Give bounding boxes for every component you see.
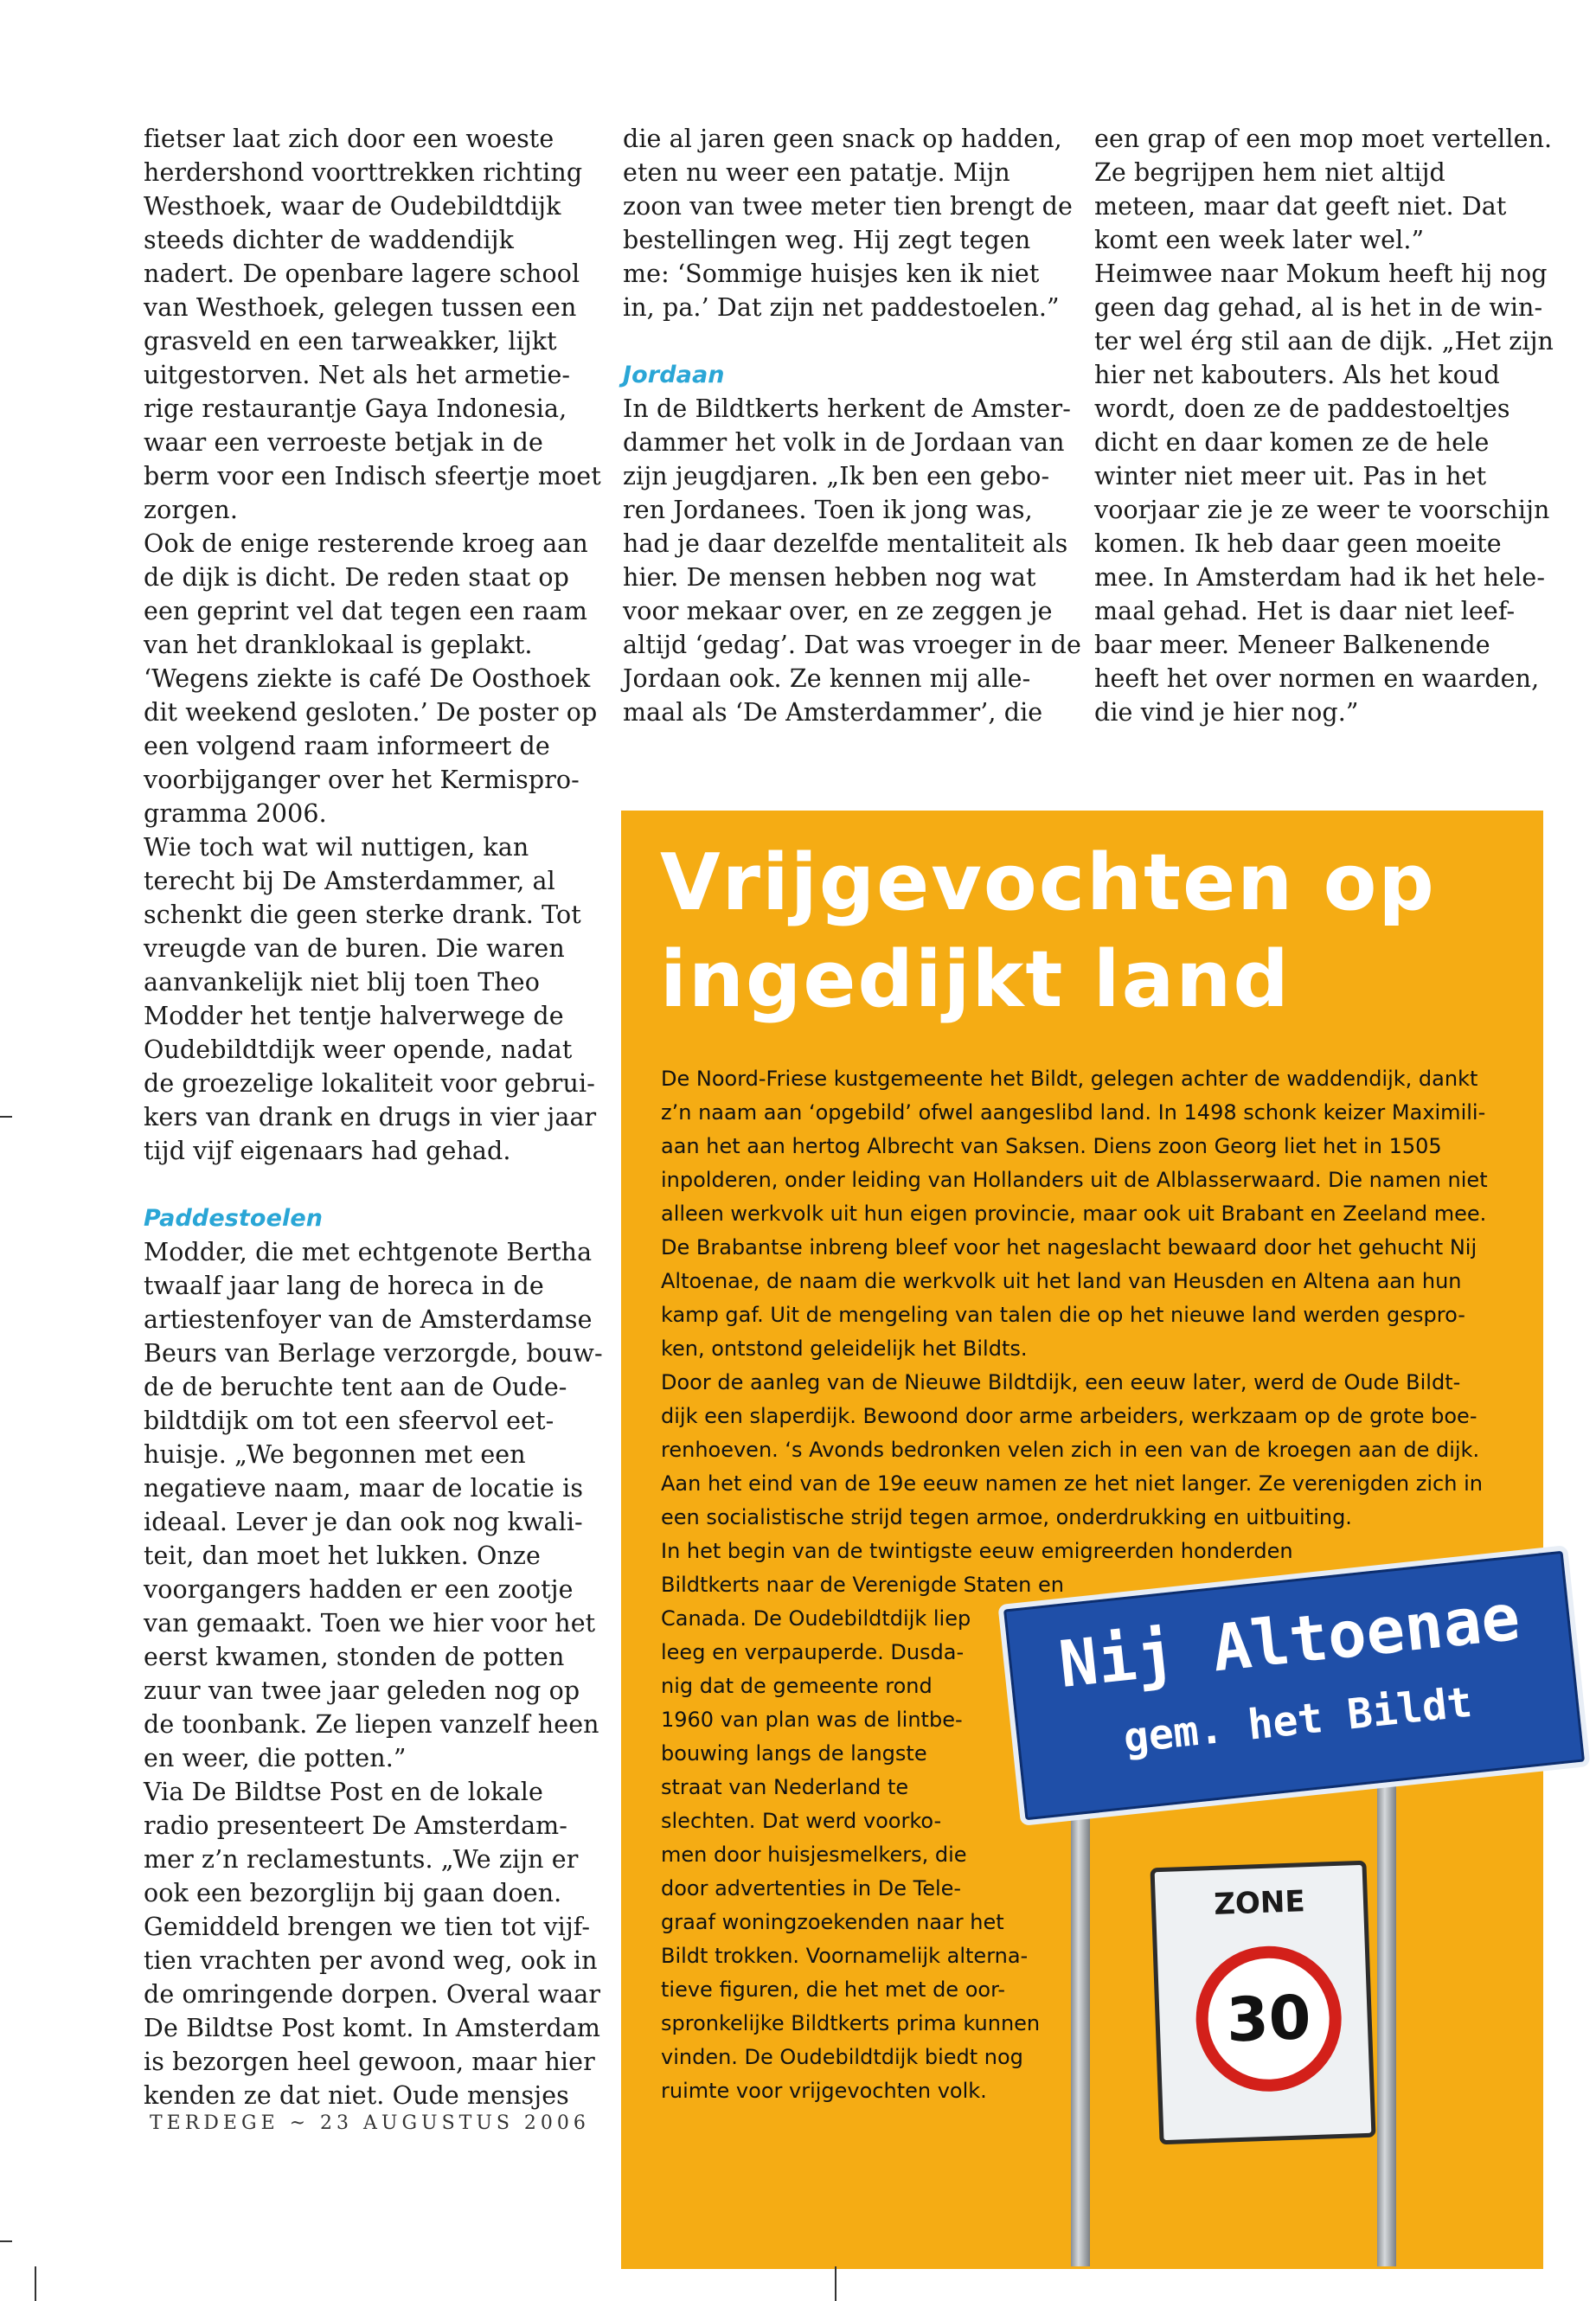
text-line: de omringende dorpen. Overal waar [144, 1980, 601, 2009]
text-line: Oudebildtdijk weer opende, nadat [144, 1035, 573, 1064]
text-line: Heimwee naar Mokum heeft hij nog [1094, 260, 1548, 288]
text-line: dicht en daar komen ze de hele [1094, 428, 1490, 457]
subheading-jordaan: Jordaan [623, 362, 725, 388]
text-line: Modder, die met echtgenote Bertha [144, 1238, 593, 1266]
paragraph-block [144, 122, 601, 1168]
text-line: de groezelige lokaliteit voor gebrui- [144, 1069, 595, 1098]
text-line: eerst kwamen, stonden de potten [144, 1643, 565, 1671]
text-line: is bezorgen heel gewoon, maar hier [144, 2048, 595, 2076]
text-line: zorgen. [144, 496, 239, 524]
text-line: Ze begrijpen hem niet altijd [1094, 158, 1445, 187]
speed-limit-circle [1194, 1944, 1344, 2094]
text-line: zuur van twee jaar geleden nog op [144, 1676, 580, 1705]
paragraph-block [623, 122, 1073, 324]
text-line: Via De Bildtse Post en de lokale [144, 1778, 543, 1806]
text-line: dit weekend gesloten.’ De poster op [144, 698, 598, 727]
text-line: wordt, doen ze de paddestoeltjes [1094, 394, 1510, 423]
text-line: alleen werkvolk uit hun eigen provincie, maar ook uit Brabant en Zeeland mee. [661, 1202, 1487, 1226]
text-line: tien vrachten per avond weg, ook in [144, 1946, 598, 1975]
text-line: geen dag gehad, al is het in de win- [1094, 293, 1543, 322]
text-line: herdershond voorttrekken richting [144, 158, 583, 187]
text-line: een grap of een mop moet vertellen. [1094, 125, 1553, 153]
text-line: een socialistische strijd tegen armoe, onderdrukking en uitbuiting. [661, 1505, 1352, 1529]
text-line: komt een week later wel.” [1094, 226, 1425, 254]
text-line: kenden ze dat niet. Oude mensjes [144, 2081, 569, 2110]
text-line: In het begin van de twintigste eeuw emigreerden honderden [661, 1539, 1293, 1563]
crop-mark [35, 2266, 36, 2301]
text-line: mer z’n reclamestunts. „We zijn er [144, 1845, 579, 1874]
text-line: twaalf jaar lang de horeca in de [144, 1272, 544, 1300]
crop-mark [0, 1116, 12, 1118]
text-line: De Bildtse Post komt. In Amsterdam [144, 2014, 601, 2042]
text-line: De Brabantse inbreng bleef voor het nageslacht bewaard door het gehucht Nij [661, 1235, 1477, 1259]
article-column-1 [144, 122, 603, 2112]
text-line: Canada. De Oudebildtdijk liep [661, 1606, 971, 1631]
text-line: ideaal. Lever je dan ook nog kwali- [144, 1508, 583, 1536]
text-line: winter niet meer uit. Pas in het [1094, 462, 1487, 490]
text-line: in, pa.’ Dat zijn net paddestoelen.” [623, 293, 1060, 322]
text-line: voorjaar zie je ze weer te voorschijn [1094, 496, 1550, 524]
article-column-2 [623, 122, 1081, 729]
sidebar-title-line: Vrijgevochten op [660, 837, 1436, 928]
text-line: bouwing langs de langste [661, 1741, 927, 1766]
sign-pole-left [1071, 1765, 1090, 2266]
text-line: heeft het over normen en waarden, [1094, 664, 1540, 693]
text-line: dijk een slaperdijk. Bewoond door arme arbeiders, werkzaam op de grote boe- [661, 1404, 1477, 1428]
text-line: een geprint vel dat tegen een raam [144, 597, 588, 625]
text-line: fietser laat zich door een woeste [144, 125, 554, 153]
text-line: 1960 van plan was de lintbe- [661, 1708, 963, 1732]
text-line: ter wel érg stil aan de dijk. „Het zijn [1094, 327, 1554, 356]
text-line: Beurs van Berlage verzorgde, bouw- [144, 1339, 603, 1368]
text-line: aan het aan hertog Albrecht van Saksen. Diens zoon Georg liet het in 1505 [661, 1134, 1442, 1158]
text-line: slechten. Dat werd voorko- [661, 1809, 942, 1833]
speed-limit-number: 30 [1225, 1982, 1312, 2056]
text-line: Aan het eind van de 19e eeuw namen ze het niet langer. Ze verenigden zich in [661, 1471, 1483, 1496]
text-line: Westhoek, waar de Oudebildtdijk [144, 192, 561, 221]
text-line: Modder het tentje halverwege de [144, 1002, 564, 1030]
text-line: tijd vijf eigenaars had gehad. [144, 1137, 511, 1165]
town-name: Nij Altoenae [1055, 1580, 1523, 1702]
text-line: nig dat de gemeente rond [661, 1674, 933, 1698]
text-line: voorbijganger over het Kermispro- [144, 766, 580, 794]
subheading-paddestoelen: Paddestoelen [144, 1205, 324, 1232]
text-line: bestellingen weg. Hij zegt tegen [623, 226, 1031, 254]
text-line: kamp gaf. Uit de mengeling van talen die op het nieuwe land werden gespro- [661, 1303, 1465, 1327]
text-line: uitgestorven. Net als het armetie- [144, 361, 571, 389]
text-line: waar een verroeste betjak in de [144, 428, 543, 457]
text-line: ‘Wegens ziekte is café De Oosthoek [144, 664, 591, 693]
text-line: bildtdijk om tot een sfeervol eet- [144, 1407, 554, 1435]
text-line: Ook de enige resterende kroeg aan [144, 529, 588, 558]
text-line: een volgend raam informeert de [144, 732, 550, 760]
text-line: tieve figuren, die het met de oor- [661, 1977, 1006, 2002]
text-line: van Westhoek, gelegen tussen een [144, 293, 577, 322]
text-line: altijd ‘gedag’. Dat was vroeger in de [623, 631, 1081, 659]
text-line: ren Jordanees. Toen ik jong was, [623, 496, 1033, 524]
page-footer: TERDEGE ~ 23 AUGUSTUS 2006 [150, 2112, 590, 2134]
text-line: Door de aanleg van de Nieuwe Bildtdijk, een eeuw later, werd de Oude Bildt- [661, 1370, 1461, 1394]
text-line: Bildtkerts naar de Verenigde Staten en [661, 1573, 1064, 1597]
text-line: ruimte voor vrijgevochten volk. [661, 2079, 987, 2103]
municipality-name: gem. het Bildt [1121, 1677, 1475, 1763]
text-line: aanvankelijk niet blij toen Theo [144, 968, 541, 997]
text-line: die al jaren geen snack op hadden, [623, 125, 1062, 153]
text-line: de de beruchte tent aan de Oude- [144, 1373, 567, 1401]
text-line: berm voor een Indisch sfeertje moet [144, 462, 601, 490]
text-line: zoon van twee meter tien brengt de [623, 192, 1073, 221]
text-line: gramma 2006. [144, 799, 327, 828]
text-line: meteen, maar dat geeft niet. Dat [1094, 192, 1507, 221]
paragraph-block [1094, 122, 1554, 729]
text-line: de toonbank. Ze liepen vanzelf heen [144, 1710, 599, 1739]
text-line: voor mekaar over, en ze zeggen je [623, 597, 1053, 625]
text-line: Jordaan ook. Ze kennen mij alle- [623, 664, 1031, 693]
text-line: graaf woningzoekenden naar het [661, 1910, 1004, 1934]
text-line: maal als ‘De Amsterdammer’, die [623, 698, 1043, 727]
text-line: Gemiddeld brengen we tien tot vijf- [144, 1913, 591, 1941]
zone-label: ZONE [1213, 1884, 1306, 1922]
text-line: ook een bezorglijn bij gaan doen. [144, 1879, 562, 1907]
crop-mark [835, 2266, 836, 2301]
text-line: grasveld en een tarweakker, lijkt [144, 327, 557, 356]
text-line: huisje. „We begonnen met een [144, 1440, 526, 1469]
text-line: die vind je hier nog.” [1094, 698, 1359, 727]
text-line: artiestenfoyer van de Amsterdamse [144, 1305, 593, 1334]
text-line: dammer het volk in de Jordaan van [623, 428, 1065, 457]
text-line: De Noord-Friese kustgemeente het Bildt, gelegen achter de waddendijk, dankt [661, 1067, 1478, 1091]
text-line: komen. Ik heb daar geen moeite [1094, 529, 1502, 558]
text-line: In de Bildtkerts herkent de Amster- [623, 394, 1071, 423]
text-line: nadert. De openbare lagere school [144, 260, 580, 288]
text-line: terecht bij De Amsterdammer, al [144, 867, 555, 895]
text-line: hier. De mensen hebben nog wat [623, 563, 1036, 592]
text-line: ken, ontstond geleidelijk het Bildts. [661, 1336, 1028, 1361]
text-line: baar meer. Meneer Balkenende [1094, 631, 1490, 659]
text-line: teit, dan moet het lukken. Onze [144, 1541, 542, 1570]
text-line: zijn jeugdjaren. „Ik ben een gebo- [623, 462, 1050, 490]
text-line: van het dranklokaal is geplakt. [144, 631, 533, 659]
text-line: door advertenties in De Tele- [661, 1876, 962, 1900]
text-line: rige restaurantje Gaya Indonesia, [144, 394, 567, 423]
text-line: renhoeven. ‘s Avonds bedronken velen zich in een van de kroegen aan de dijk. [661, 1438, 1480, 1462]
text-line: de dijk is dicht. De reden staat op [144, 563, 570, 592]
text-line: me: ‘Sommige huisjes ken ik niet [623, 260, 1040, 288]
text-line: straat van Nederland te [661, 1775, 909, 1799]
text-line: eten nu weer een patatje. Mijn [623, 158, 1010, 187]
text-line: radio presenteert De Amsterdam- [144, 1811, 568, 1840]
text-line: z’n naam aan ‘opgebild’ ofwel aangeslibd land. In 1498 schonk keizer Maximili- [661, 1100, 1486, 1125]
text-line: Bildt trokken. Voornamelijk alterna- [661, 1944, 1029, 1968]
text-line: steeds dichter de waddendijk [144, 226, 514, 254]
text-line: kers van drank en drugs in vier jaar [144, 1103, 597, 1131]
paragraph-block [623, 392, 1081, 729]
text-line: vinden. De Oudebildtdijk biedt nog [661, 2045, 1023, 2069]
sidebar-title-line: ingedijkt land [660, 934, 1291, 1025]
text-line: Altoenae, de naam die werkvolk uit het land van Heusden en Altena aan hun [661, 1269, 1462, 1293]
text-line: had je daar dezelfde mentaliteit als [623, 529, 1068, 558]
text-line: vreugde van de buren. Die waren [144, 934, 565, 963]
speed-zone-sign [1150, 1861, 1375, 2145]
text-line: negatieve naam, maar de locatie is [144, 1474, 584, 1503]
text-line: schenkt die geen sterke drank. Tot [144, 901, 581, 929]
sign-pole-right [1377, 1739, 1396, 2266]
crop-mark [0, 2240, 12, 2242]
text-line: en weer, die potten.” [144, 1744, 407, 1772]
text-line: voorgangers hadden er een zootje [144, 1575, 574, 1604]
text-line: hier net kabouters. Als het koud [1094, 361, 1500, 389]
text-line: mee. In Amsterdam had ik het hele- [1094, 563, 1546, 592]
paragraph-block [144, 1235, 603, 2112]
text-line: leeg en verpauperde. Dusda- [661, 1640, 965, 1664]
text-line: van gemaakt. Toen we hier voor het [144, 1609, 596, 1638]
text-line: Wie toch wat wil nuttigen, kan [144, 833, 529, 862]
text-line: inpolderen, onder leiding van Hollanders uit de Alblasserwaard. Die namen niet [661, 1168, 1488, 1192]
article-column-3 [1094, 122, 1554, 729]
text-line: men door huisjesmelkers, die [661, 1843, 967, 1867]
sidebar-title [660, 835, 1439, 1029]
text-line: spronkelijke Bildtkerts prima kunnen [661, 2011, 1041, 2035]
text-line: maal gehad. Het is daar niet leef- [1094, 597, 1516, 625]
